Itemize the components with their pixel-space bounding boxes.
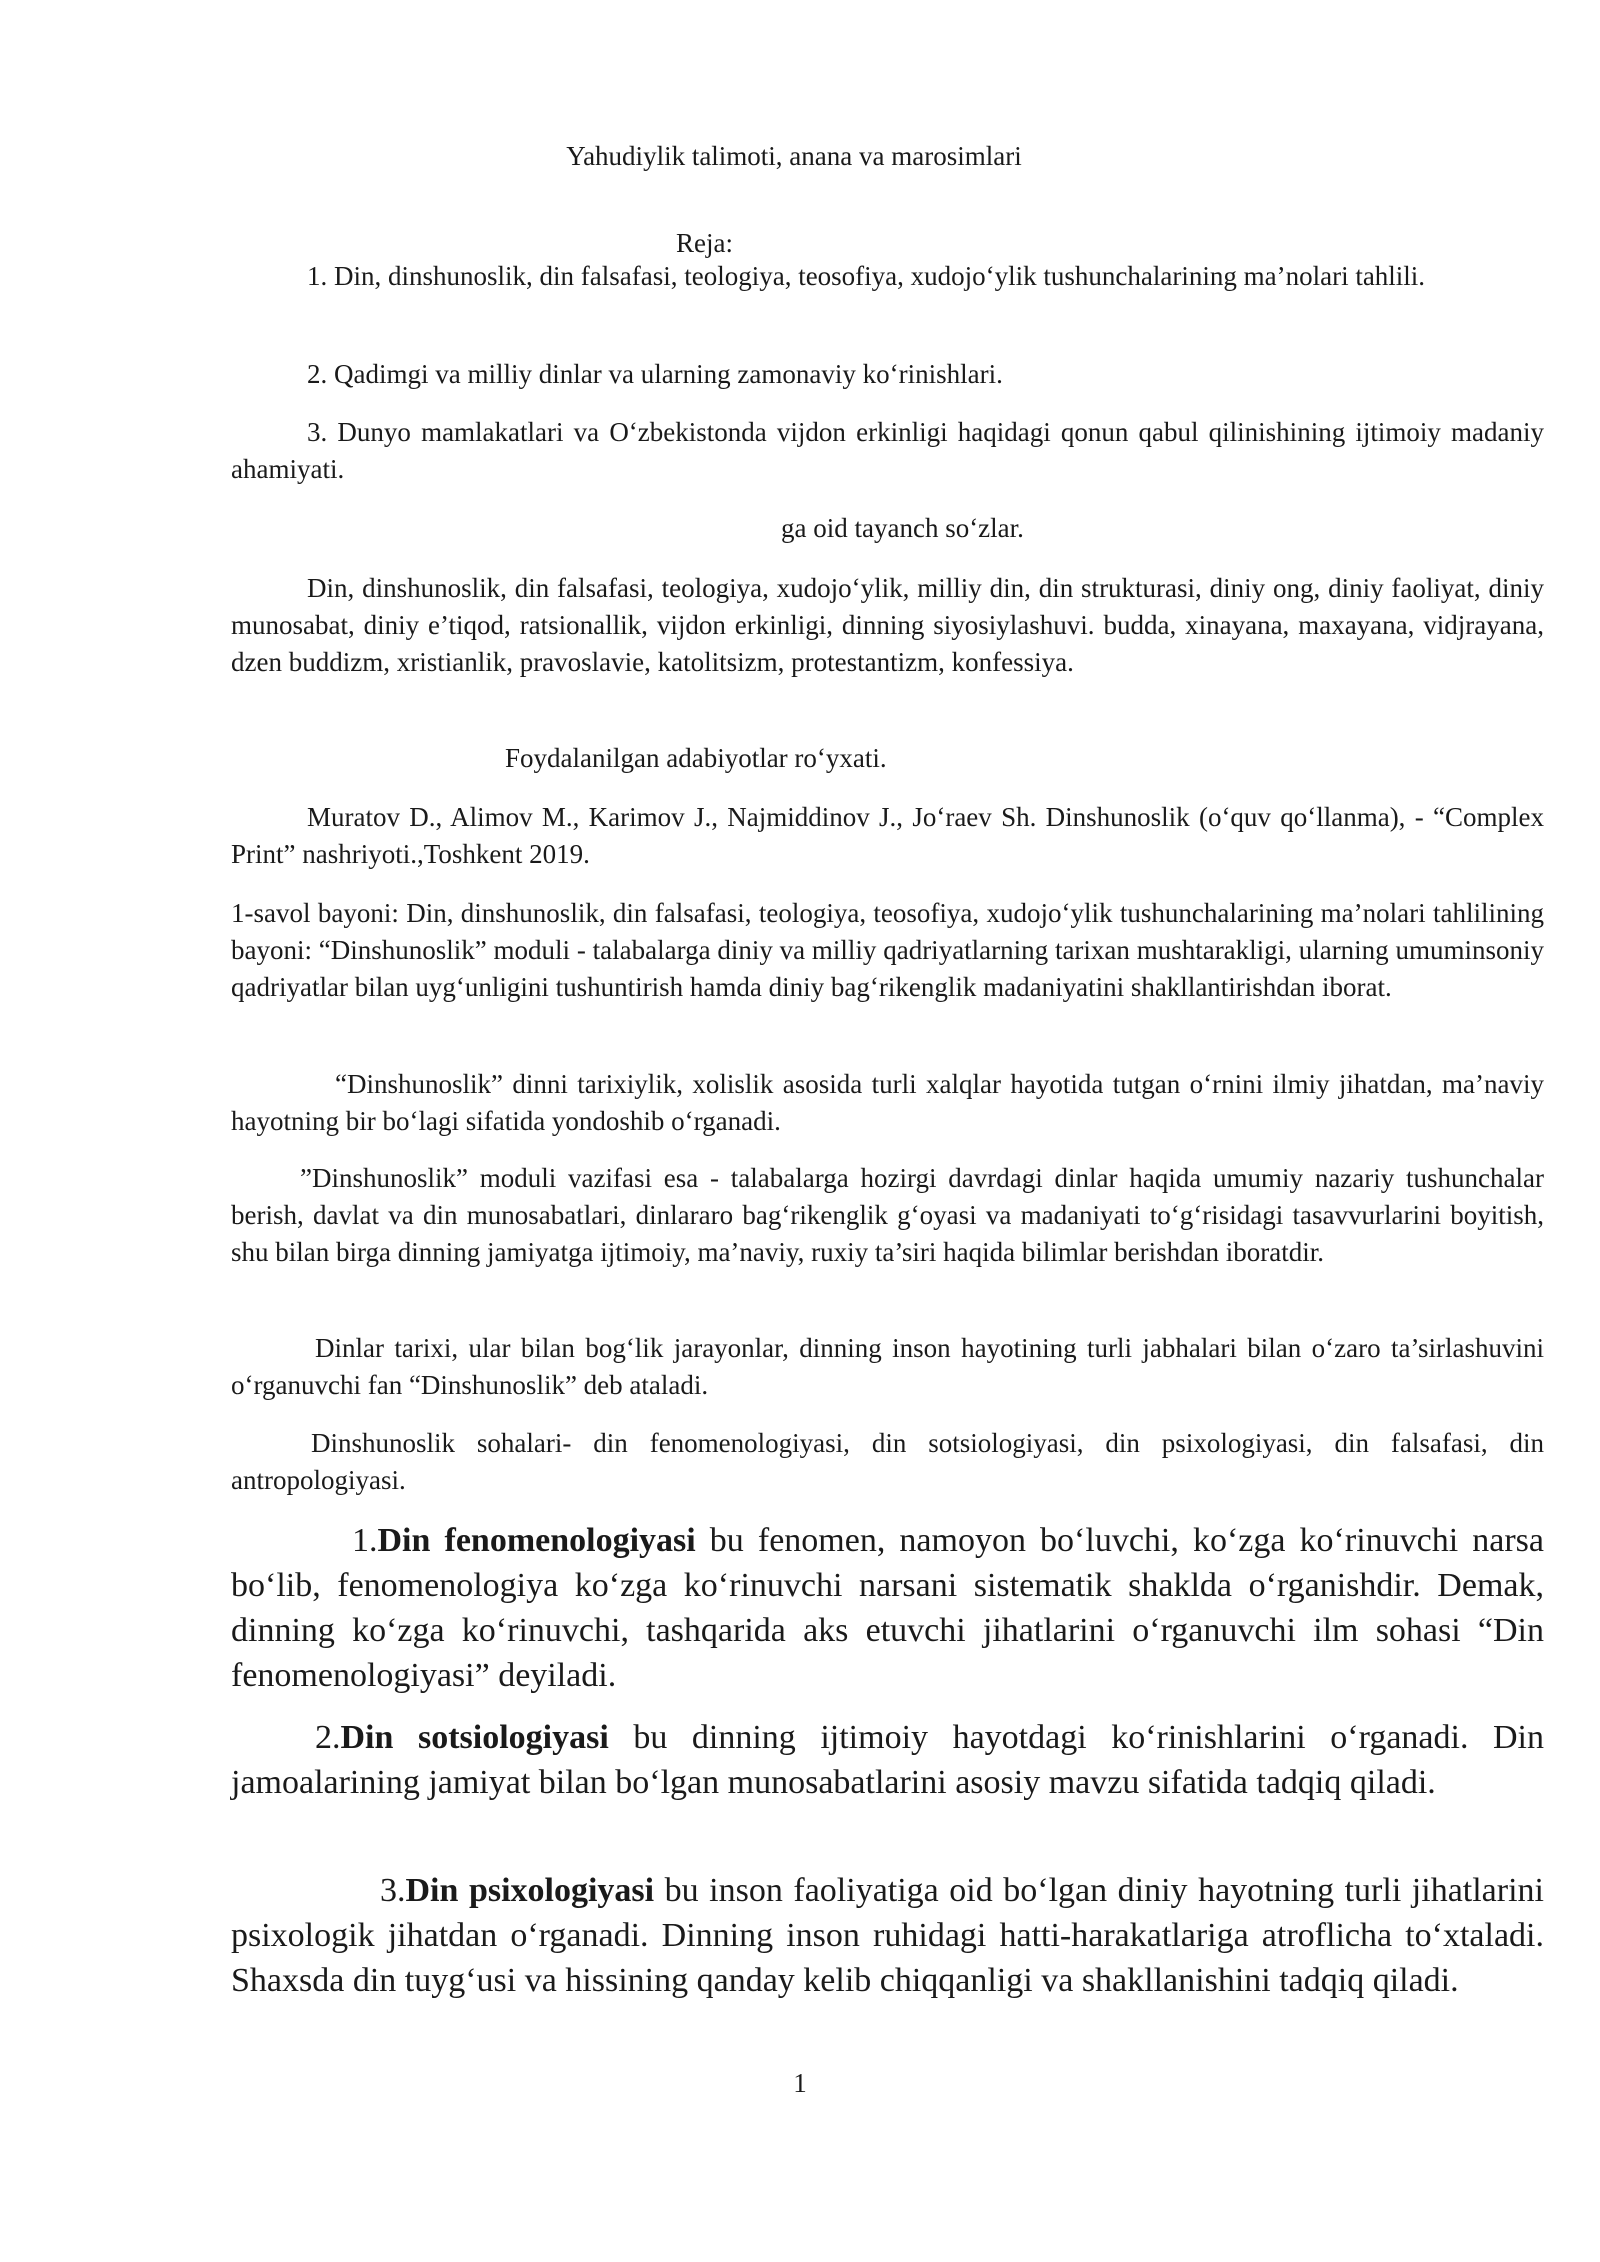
- section-sociology: [231, 1715, 1544, 1805]
- keywords-text: Din, dinshunoslik, din falsafasi, teologiya, xudojo‘ylik, milliy din, din strukturasi, diniy ong, diniy faoliyat, diniy munosabat, diniy e’tiqod, ratsionallik, vijdon erkinligi, dinning siyosiylashuvi. budda, xinayana, maxayana, vidjrayana, dzen buddizm, xristianlik, pravoslavie, katolitsizm, protestantizm, konfessiya.: [231, 573, 1544, 677]
- paragraph-religion-history: Dinlar tarixi, ular bilan bog‘lik jarayonlar, dinning inson hayotining turli jabhalari bilan o‘zaro ta’sirlashuvini o‘rganuvchi fan “Dinshunoslik” deb ataladi.: [231, 1333, 1544, 1400]
- paragraph-module-tasks: ”Dinshunoslik” moduli vazifasi esa - talabalarga hozirgi davrdagi dinlar haqida umumiy nazariy tushunchalar berish, davlat va din munosabatlari, dinlararo bag‘rikenglik g‘oyasi va madaniyati to‘g‘risidagi tasavvurlarini boyitish, shu bilan birga dinning jamiyatga ijtimoiy, ma’naviy, ruxiy ta’siri haqida bilimlar berishdan iboratdir.: [231, 1163, 1544, 1267]
- section-phenomenology: [231, 1518, 1544, 1698]
- section-number: 3.: [380, 1872, 406, 1909]
- section-psychology: [231, 1868, 1544, 2003]
- paragraph-dinshunoslik-definition: “Dinshunoslik” dinni tarixiylik, xolislik asosida turli xalqlar hayotida tutgan o‘rnini ilmiy jihatdan, ma’naviy hayotning bir bo‘lagi sifatida yondoshib o‘rganadi.: [231, 1069, 1544, 1136]
- plan-item-3: 3. Dunyo mamlakatlari va O‘zbekistonda vijdon erkinligi haqidagi qonun qabul qilinishining ijtimoiy madaniy ahamiyati.: [231, 417, 1544, 484]
- document-title: Yahudiylik talimoti, anana va marosimlari: [566, 141, 1022, 171]
- plan-item-2: 2. Qadimgi va milliy dinlar va ularning zamonaviy ko‘rinishlari.: [307, 359, 1003, 389]
- section-term: Din psixologiyasi: [405, 1872, 655, 1909]
- plan-item-1: 1. Din, dinshunoslik, din falsafasi, teologiya, teosofiya, xudojo‘ylik tushunchalarining ma’nolari tahlili.: [307, 261, 1426, 291]
- keywords-heading: ga oid tayanch so‘zlar.: [781, 513, 1024, 543]
- paragraph-fields: Dinshunoslik sohalari- din fenomenologiyasi, din sotsiologiyasi, din psixologiyasi, din falsafasi, din antropologiyasi.: [231, 1428, 1544, 1495]
- section-text: bu dinning ijtimoiy hayotdagi ko‘rinishlarini o‘rganadi. Din jamoalarining jamiyat bilan bo‘lgan munosabatlarini asosiy mavzu sifatida tadqiq qiladi.: [231, 1719, 1545, 1801]
- literature-text: Muratov D., Alimov M., Karimov J., Najmiddinov J., Jo‘raev Sh. Dinshunoslik (o‘quv qo‘llanma), - “Complex Print” nashriyoti.,Toshkent 2019.: [231, 802, 1544, 869]
- section-number: 2.: [315, 1719, 341, 1756]
- paragraph-question-1: 1-savol bayoni: Din, dinshunoslik, din falsafasi, teologiya, teosofiya, xudojo‘ylik tushunchalarining ma’nolari tahlilining bayoni: “Dinshunoslik” moduli - talabalarga diniy va milliy qadriyatlarning tarixan mushtarakligi, ularning umuminsoniy qadriyatlar bilan uyg‘unligini tushuntirish hamda diniy bag‘rikenglik madaniyatini shakllantirishdan iborat.: [231, 898, 1544, 1002]
- section-term: Din sotsiologiyasi: [340, 1719, 609, 1756]
- section-text: bu inson faoliyatiga oid bo‘lgan diniy hayotning turli jihatlarini psixologik jihatdan o‘rganadi. Dinning inson ruhidagi hatti-harakatlariga atroflicha to‘xtaladi. Shaxsda din tuyg‘usi va hissining qanday kelib chiqqanligi va shakllanishini tadqiq qiladi.: [231, 1872, 1544, 1999]
- section-term: Din fenomenologiyasi: [377, 1522, 696, 1559]
- section-text: bu fenomen, namoyon bo‘luvchi, ko‘zga ko‘rinuvchi narsa bo‘lib, fenomenologiya ko‘zga ko‘rinuvchi narsani sistematik shaklda o‘rganishdir. Demak, dinning ko‘zga ko‘rinuvchi, tashqarida aks etuvchi jihatlarini o‘rganuvchi ilm sohasi “Din fenomenologiyasi” deyiladi.: [231, 1522, 1544, 1694]
- literature-heading: Foydalanilgan adabiyotlar ro‘yxati.: [505, 743, 887, 773]
- plan-heading: Reja:: [676, 228, 733, 258]
- page-number: 1: [793, 2068, 807, 2098]
- section-number: 1.: [352, 1522, 378, 1559]
